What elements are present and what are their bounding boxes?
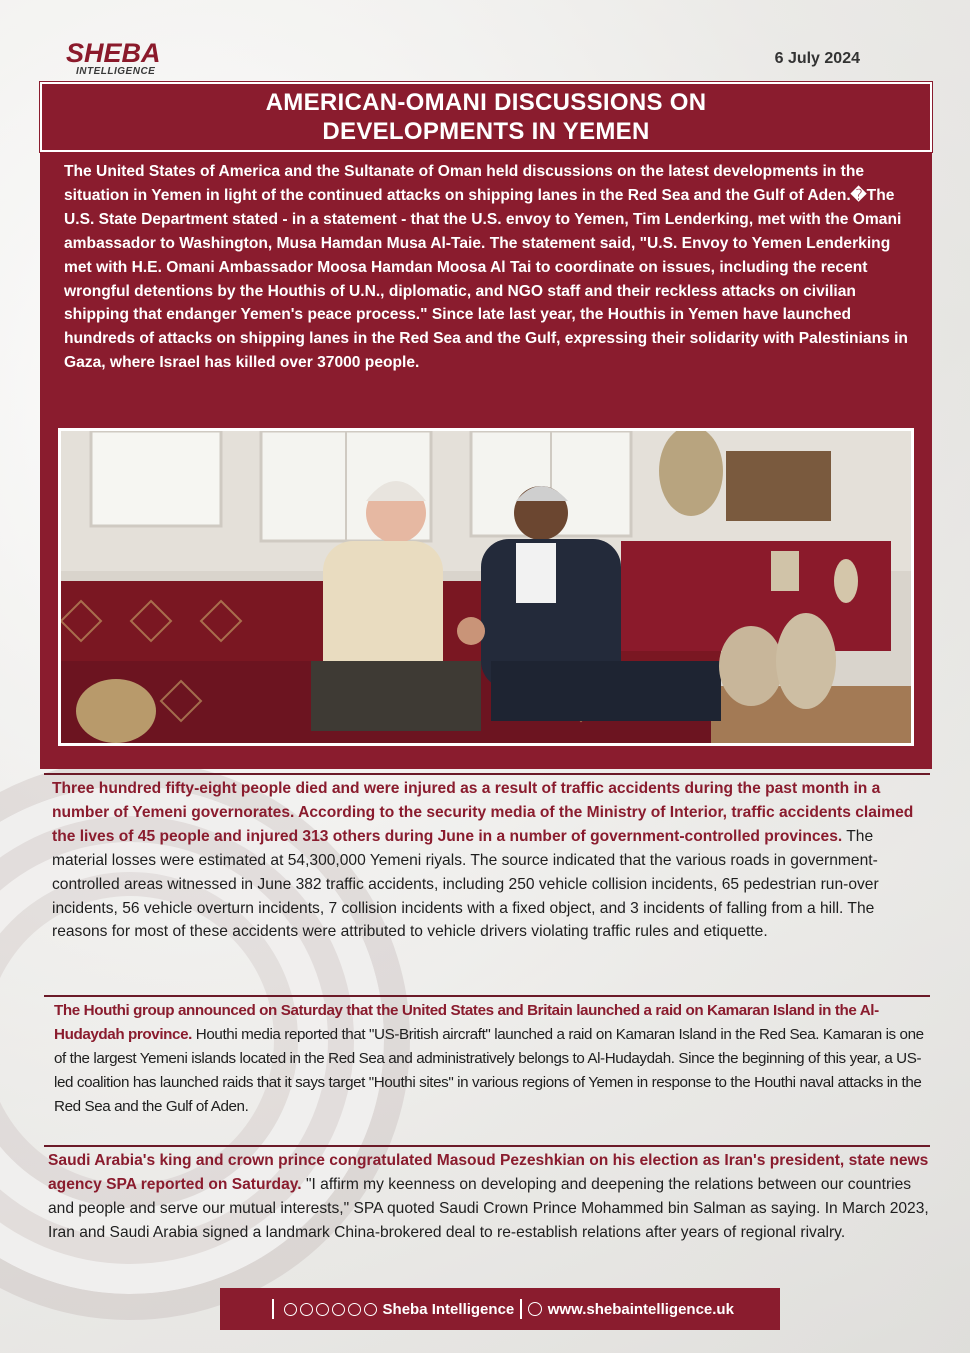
- article-3-body: "I affirm my keenness on developing and deepening the relations between our countries and people and serve our mutual interests," SPA quoted Saudi Crown Prince Mohammed bin Salman as saying. In March 2023, Iran and Saudi Arabia signed a landmark China-brokered deal to re-establish relations after years of regional rivalry.: [48, 1175, 929, 1241]
- footer-divider: [520, 1299, 522, 1319]
- telegram-icon[interactable]: [364, 1303, 377, 1316]
- facebook-icon[interactable]: [300, 1303, 313, 1316]
- headline-line-2: DEVELOPMENTS IN YEMEN: [322, 118, 650, 145]
- footer-website-link[interactable]: www.shebaintelligence.uk: [547, 1300, 734, 1318]
- article-2-body: Houthi media reported that "US-British aircraft" launched a raid on Kamaran Island in the Red Sea. Kamaran is one of the largest Yemeni islands located in the Red Sea and administratively belongs to Al-Hudaydah. Since the beginning of this year, a US-led coalition has launched raids that it says target "Houthi sites" in various regions of Yemen in response to the Houthi naval attacks in the Red Sea and the Gulf of Aden.: [54, 1025, 924, 1115]
- logo-main-text: SHEBA: [66, 38, 161, 68]
- article-1-body: The material losses were estimated at 54,300,000 Yemeni riyals. The source indicated that the various roads in government-controlled areas witnessed in June 382 traffic accidents, including 250 vehicle collision incidents, 65 pedestrian run-over incidents, 56 vehicle overturn incidents, 7 collision incidents with a fixed object, and 3 incidents of falling from a hill. The reasons for most of these accidents were attributed to vehicle drivers violating traffic rules and etiquette.: [52, 827, 879, 941]
- footer-bar: [220, 1288, 780, 1330]
- headline-line-1: AMERICAN-OMANI DISCUSSIONS ON: [265, 89, 707, 116]
- article-saudi-iran: [44, 1145, 930, 1275]
- x-icon[interactable]: [316, 1303, 329, 1316]
- youtube-icon[interactable]: [284, 1303, 297, 1316]
- headline-banner: [40, 82, 932, 152]
- threads-icon[interactable]: [348, 1303, 361, 1316]
- article-1-highlight: Three hundred fifty-eight people died and were injured as a result of traffic accidents during the past month in a number of Yemeni governorates. According to the security media of the Ministry of Interior, traffic accidents claimed the lives of 45 people and injured 313 others during June in a number of government-controlled provinces.: [52, 780, 914, 845]
- article-traffic-accidents: [44, 773, 930, 987]
- lead-story-box: [40, 152, 932, 769]
- article-3-highlight: Saudi Arabia's king and crown prince congratulated Masoud Pezeshkian on his election as Iran's president, state news agency SPA reported on Saturday.: [48, 1152, 929, 1193]
- issue-date: 6 July 2024: [774, 50, 860, 67]
- meeting-photo: [58, 428, 914, 746]
- globe-icon: [528, 1302, 542, 1316]
- logo-sub-text: INTELLIGENCE: [76, 66, 156, 77]
- social-icons: [284, 1303, 377, 1316]
- instagram-icon[interactable]: [332, 1303, 345, 1316]
- sheba-logo: [66, 38, 186, 80]
- article-2-highlight: The Houthi group announced on Saturday that the United States and Britain launched a raid on Kamaran Island in the Al-Hudaydah province.: [54, 1002, 879, 1043]
- article-kamaran-raid: [44, 995, 930, 1135]
- headline-title: [266, 88, 707, 146]
- footer-brand-name: Sheba Intelligence: [382, 1300, 515, 1318]
- footer-divider: [272, 1299, 274, 1319]
- lead-story-text: The United States of America and the Sultanate of Oman held discussions on the latest developments in the situation in Yemen in light of the continued attacks on shipping lanes in the Red Sea and the Gulf of Aden.�The U.S. State Department stated - in a statement - that the U.S. envoy to Yemen, Tim Lenderking, met with the Omani ambassador to Washington, Musa Hamdan Musa Al-Taie. The statement said, "U.S. Envoy to Yemen Lenderking met with H.E. Omani Ambassador Moosa Hamdan Moosa Al Tai to coordinate on issues, including the recent wrongful detentions by the Houthis of U.N., diplomatic, and NGO staff and their reckless attacks on civilian shipping that endanger Yemen's peace process." Since late last year, the Houthis in Yemen have launched hundreds of attacks on shipping lanes in the Red Sea and the Gulf, expressing their solidarity with Palestinians in Gaza, where Israel has killed over 37000 people.: [64, 163, 908, 372]
